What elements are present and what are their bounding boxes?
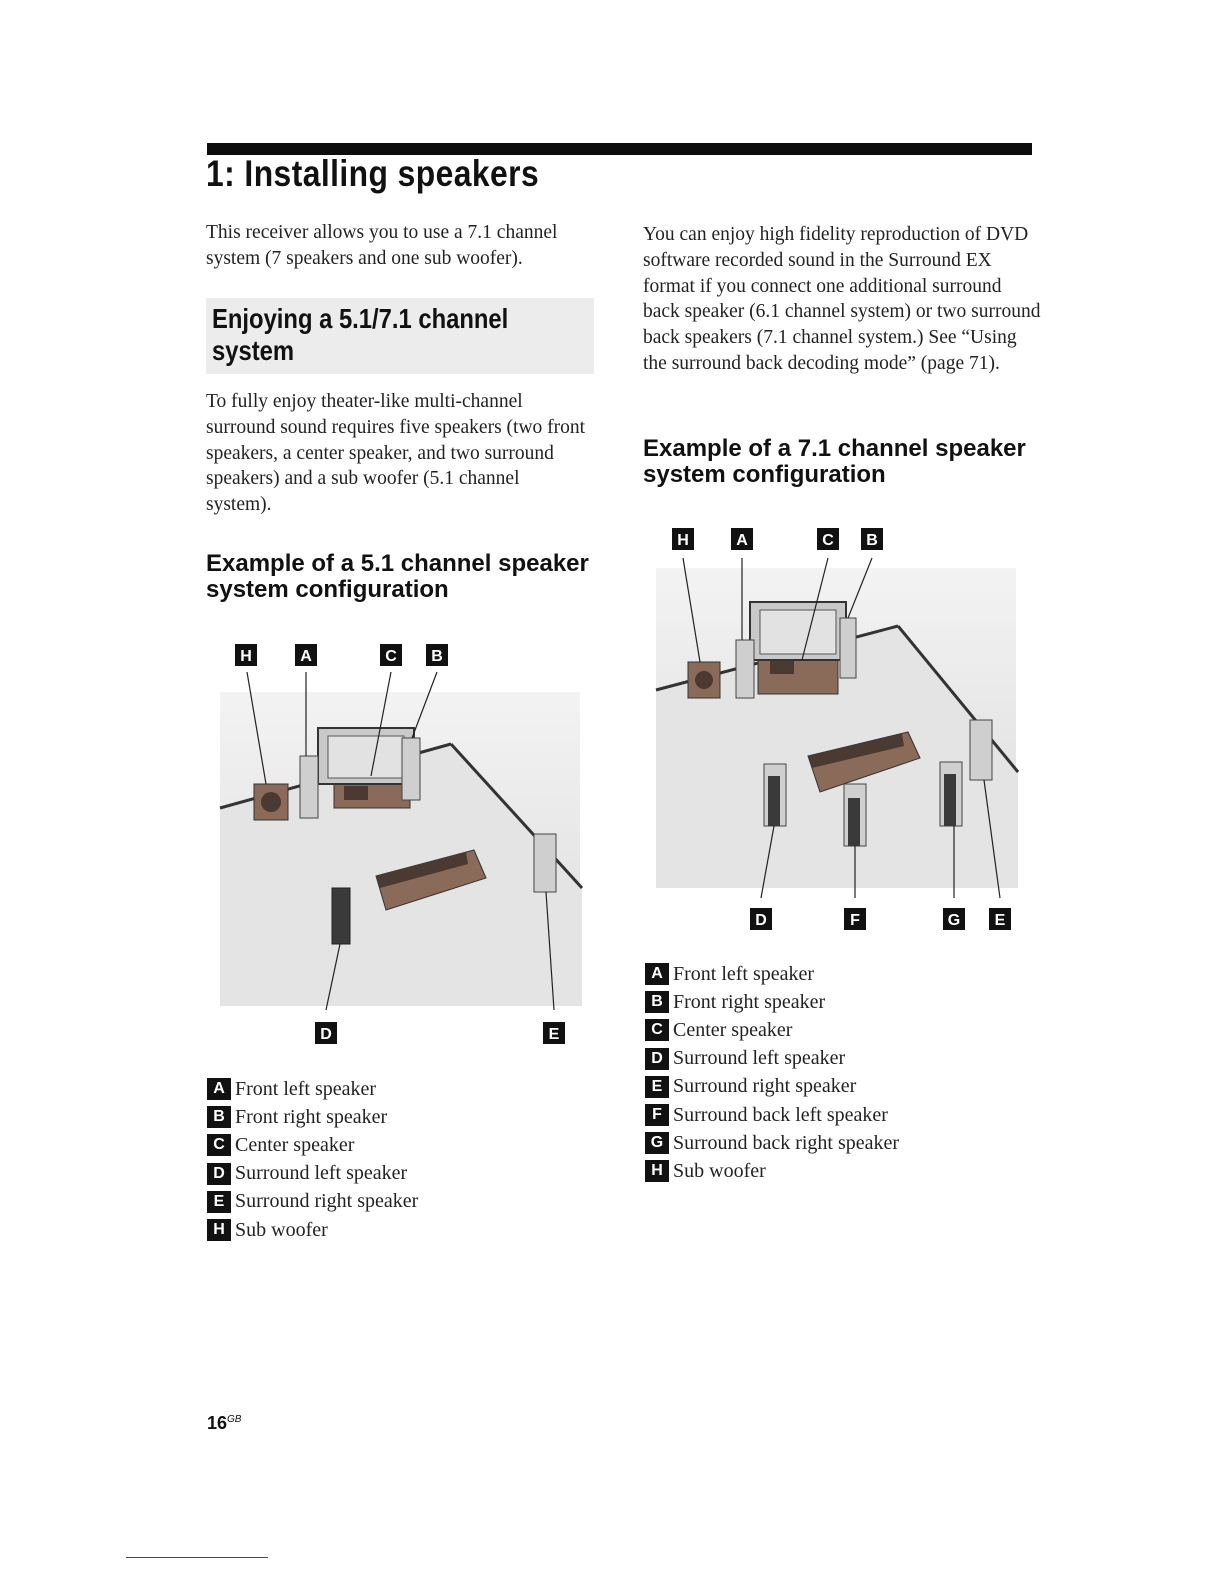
legend-item	[207, 1103, 418, 1131]
legend-badge: A	[645, 963, 669, 985]
legend-text: Front left speaker	[673, 962, 815, 985]
svg-text:B: B	[431, 648, 443, 665]
section-right-paragraph: You can enjoy high fidelity reproduction of DVD software recorded sound in the Surround EX format if you connect one additional surround back speaker (6.1 channel system) or two surround back speakers (7.1 channel system.) See “Using the surround back decoding mode” (page 71).	[643, 224, 1041, 374]
legend-badge: C	[645, 1019, 669, 1041]
legend-badge: H	[645, 1160, 669, 1182]
page-title: 1: Installing speakers	[206, 153, 540, 194]
legend-badge: C	[207, 1134, 231, 1156]
label-d-5-1	[315, 1022, 337, 1044]
label-a-7-1	[731, 528, 753, 550]
legend-text: Surround back left speaker	[673, 1103, 888, 1126]
legend-text: Front right speaker	[235, 1105, 388, 1128]
legend-badge: B	[645, 991, 669, 1013]
legend-item	[207, 1216, 418, 1244]
legend-badge: G	[645, 1132, 669, 1154]
example-7-1-heading: Example of a 7.1 channel speaker system configuration	[643, 435, 1026, 488]
legend-item	[207, 1160, 418, 1188]
legend-item	[645, 1157, 899, 1185]
svg-text:D: D	[320, 1026, 332, 1043]
svg-text:B: B	[866, 532, 878, 549]
legend-7-1	[645, 960, 899, 1186]
legend-text: Surround left speaker	[235, 1162, 408, 1185]
surround-back-left-speaker-face-7-1	[848, 798, 860, 846]
section-left-paragraph: To fully enjoy theater-like multi-channel surround sound requires five speakers (two front speakers, a center speaker, and two surround speakers) and a sub woofer (5.1 channel system).	[206, 391, 586, 516]
diagram-5-1	[216, 638, 592, 1050]
label-h-5-1	[235, 644, 257, 666]
svg-text:E: E	[994, 912, 1006, 929]
right-paragraph-block	[643, 222, 1043, 377]
legend-text: Front right speaker	[673, 990, 826, 1013]
label-h-7-1	[672, 528, 694, 550]
subwoofer-7-1	[688, 662, 720, 698]
svg-text:D: D	[755, 912, 767, 929]
legend-text: Center speaker	[673, 1018, 793, 1041]
subwoofer-5-1	[254, 784, 288, 820]
legend-badge: B	[207, 1106, 231, 1128]
legend-badge: D	[207, 1163, 231, 1185]
example-5-1-heading-block	[206, 551, 606, 603]
svg-text:H: H	[677, 532, 689, 549]
front-left-speaker-5-1	[300, 756, 318, 818]
footer-line	[126, 1557, 268, 1558]
front-left-speaker-7-1	[736, 640, 754, 698]
page-number-value: 16	[207, 1413, 228, 1433]
surround-right-speaker-7-1	[970, 720, 992, 780]
legend-item	[207, 1075, 418, 1103]
svg-text:A: A	[300, 648, 312, 665]
label-e-7-1	[989, 908, 1011, 930]
page-number	[207, 1413, 241, 1434]
label-e-5-1	[543, 1022, 565, 1044]
legend-badge: E	[645, 1076, 669, 1098]
legend-badge: E	[207, 1191, 231, 1213]
legend-text: Center speaker	[235, 1133, 355, 1156]
legend-item	[645, 1073, 899, 1101]
legend-text: Surround right speaker	[235, 1190, 419, 1213]
legend-text: Sub woofer	[673, 1159, 766, 1182]
legend-item	[645, 1045, 899, 1073]
legend-5-1	[207, 1075, 418, 1244]
legend-item	[645, 1129, 899, 1157]
tv-stand-7-1	[750, 602, 846, 694]
svg-text:C: C	[822, 532, 834, 549]
legend-text: Sub woofer	[235, 1218, 328, 1241]
legend-badge: A	[207, 1078, 231, 1100]
legend-item	[207, 1131, 418, 1159]
surround-right-speaker-5-1	[534, 834, 556, 892]
legend-item	[645, 1101, 899, 1129]
legend-text: Surround back right speaker	[673, 1131, 900, 1154]
surround-back-right-speaker-face-7-1	[944, 774, 956, 826]
left-column	[206, 220, 606, 272]
label-a-5-1	[295, 644, 317, 666]
label-c-5-1	[380, 644, 402, 666]
front-right-speaker-5-1	[402, 738, 420, 800]
label-b-7-1	[861, 528, 883, 550]
example-7-1-heading-block	[643, 436, 1043, 488]
surround-left-speaker-face-7-1	[768, 776, 780, 826]
legend-item	[645, 988, 899, 1016]
legend-text: Surround left speaker	[673, 1047, 846, 1070]
legend-item	[645, 1016, 899, 1044]
svg-text:H: H	[240, 648, 252, 665]
section-title: Enjoying a 5.1/7.1 channel system	[212, 303, 509, 366]
legend-item	[645, 960, 899, 988]
legend-badge: D	[645, 1048, 669, 1070]
legend-item	[207, 1188, 418, 1216]
svg-text:C: C	[385, 648, 397, 665]
label-g-7-1	[943, 908, 965, 930]
label-d-7-1	[750, 908, 772, 930]
page-number-suffix: GB	[227, 1414, 242, 1425]
example-5-1-heading: Example of a 5.1 channel speaker system configuration	[206, 550, 589, 603]
svg-text:F: F	[850, 912, 860, 929]
front-right-speaker-7-1	[840, 618, 856, 678]
legend-badge: F	[645, 1104, 669, 1126]
legend-badge: H	[207, 1219, 231, 1241]
svg-text:G: G	[947, 912, 961, 929]
left-paragraph-block	[206, 389, 586, 518]
svg-text:A: A	[736, 532, 748, 549]
surround-left-speaker-5-1	[332, 888, 350, 944]
svg-text:E: E	[548, 1026, 560, 1043]
diagram-7-1	[652, 522, 1024, 934]
legend-text: Surround right speaker	[673, 1075, 857, 1098]
label-c-7-1	[817, 528, 839, 550]
label-f-7-1	[844, 908, 866, 930]
intro-paragraph: This receiver allows you to use a 7.1 channel system (7 speakers and one sub woofer).	[206, 222, 558, 269]
legend-text: Front left speaker	[235, 1077, 377, 1100]
label-b-5-1	[426, 644, 448, 666]
